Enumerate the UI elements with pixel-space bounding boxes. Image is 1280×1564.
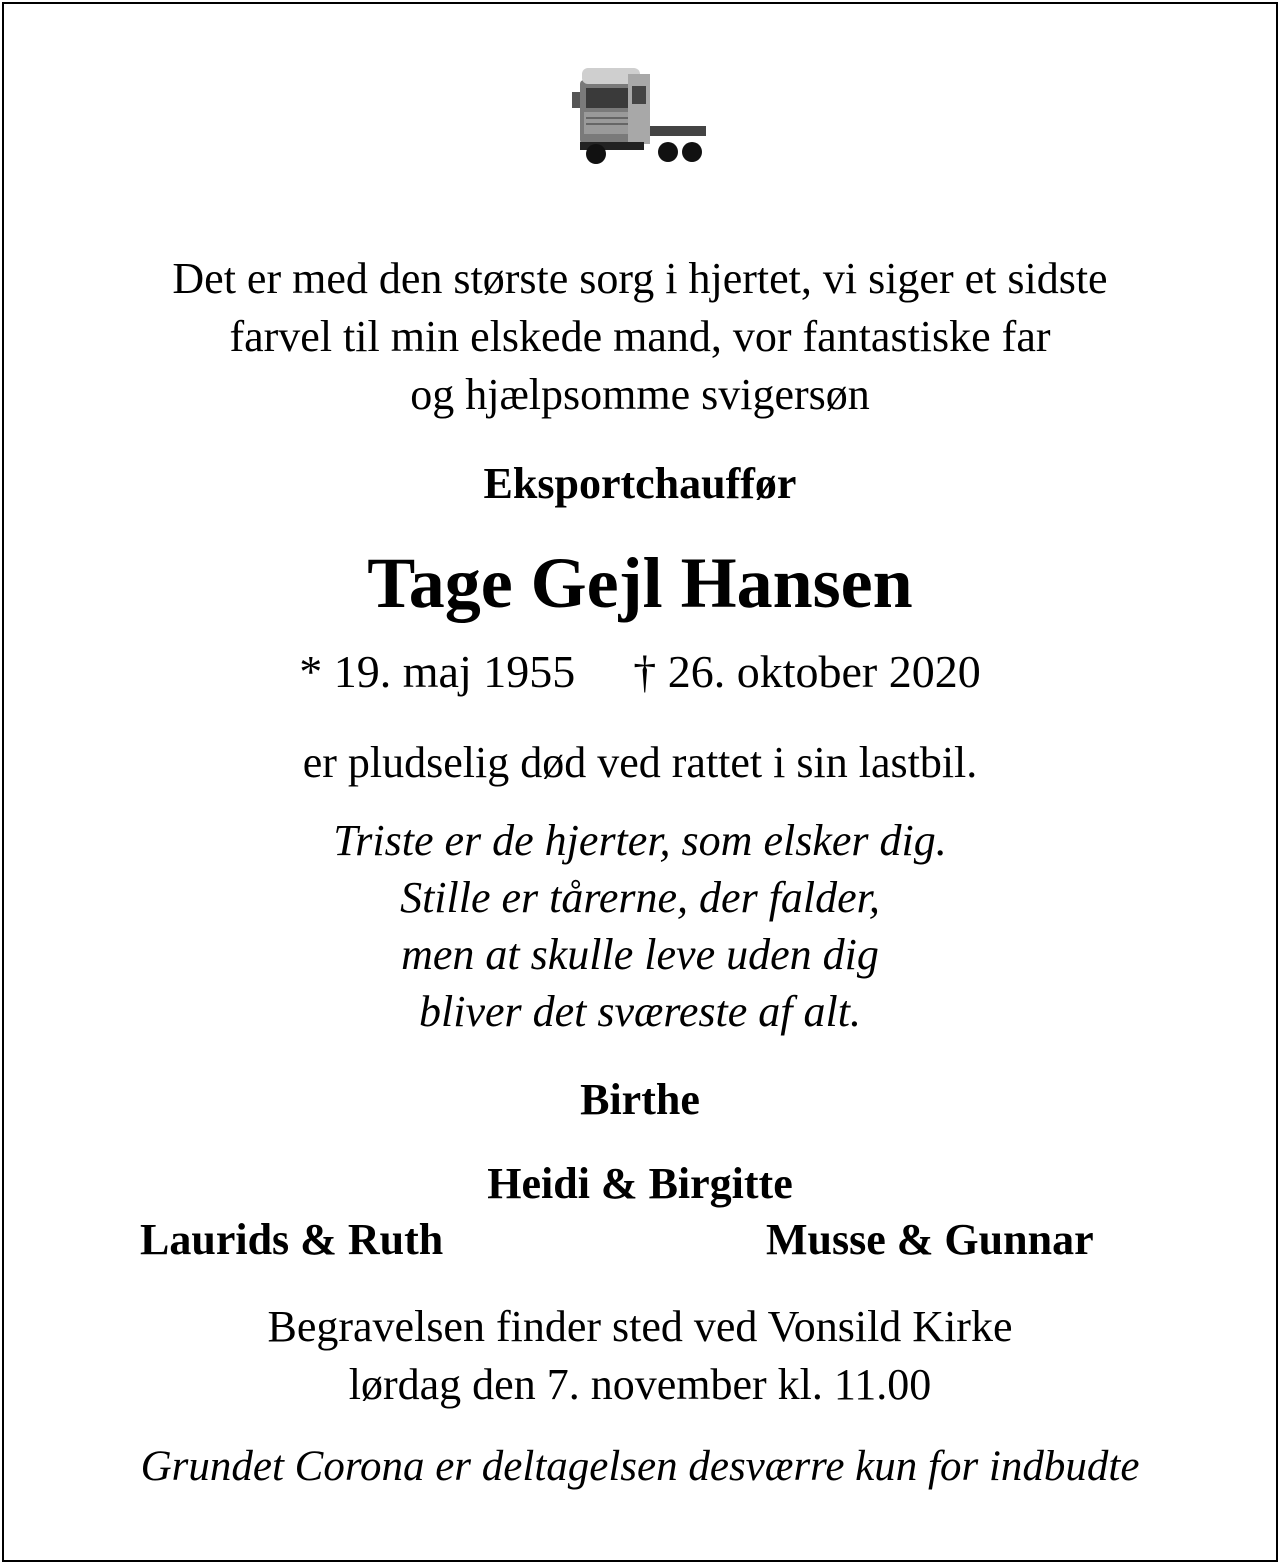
family-pair-left: Laurids & Ruth bbox=[140, 1215, 444, 1264]
occupation-title: Eksportchauffør bbox=[483, 459, 797, 508]
life-dates bbox=[0, 642, 1280, 702]
birth-date: * 19. maj 1955 bbox=[299, 646, 576, 697]
family-children: Heidi & Birgitte bbox=[487, 1159, 793, 1208]
intro-line: Det er med den største sorg i hjertet, vi siger et sidste bbox=[172, 254, 1108, 303]
corona-note: Grundet Corona er deltagelsen desværre kun for indbudte bbox=[140, 1443, 1140, 1490]
death-date: † 26. oktober 2020 bbox=[633, 646, 981, 697]
funeral-info bbox=[0, 1298, 1280, 1414]
death-statement: er pludselig død ved rattet i sin lastbil. bbox=[302, 738, 978, 787]
intro-line: og hjælpsomme svigersøn bbox=[410, 370, 870, 419]
verse-line: bliver det sværeste af alt. bbox=[419, 987, 861, 1036]
verse-line: Stille er tårerne, der falder, bbox=[400, 873, 880, 922]
verse-line: Triste er de hjerter, som elsker dig. bbox=[333, 816, 947, 865]
family-wife: Birthe bbox=[580, 1075, 700, 1124]
truck-icon bbox=[568, 62, 714, 168]
intro-line: farvel til min elskede mand, vor fantastiske far bbox=[229, 312, 1051, 361]
funeral-line: lørdag den 7. november kl. 11.00 bbox=[348, 1360, 932, 1409]
funeral-line: Begravelsen finder sted ved Vonsild Kirke bbox=[267, 1302, 1013, 1351]
deceased-name: Tage Gejl Hansen bbox=[367, 543, 913, 623]
memorial-verse bbox=[0, 812, 1280, 1040]
verse-line: men at skulle leve uden dig bbox=[401, 930, 879, 979]
intro-text bbox=[0, 250, 1280, 424]
family-pair-right: Musse & Gunnar bbox=[766, 1215, 1094, 1264]
